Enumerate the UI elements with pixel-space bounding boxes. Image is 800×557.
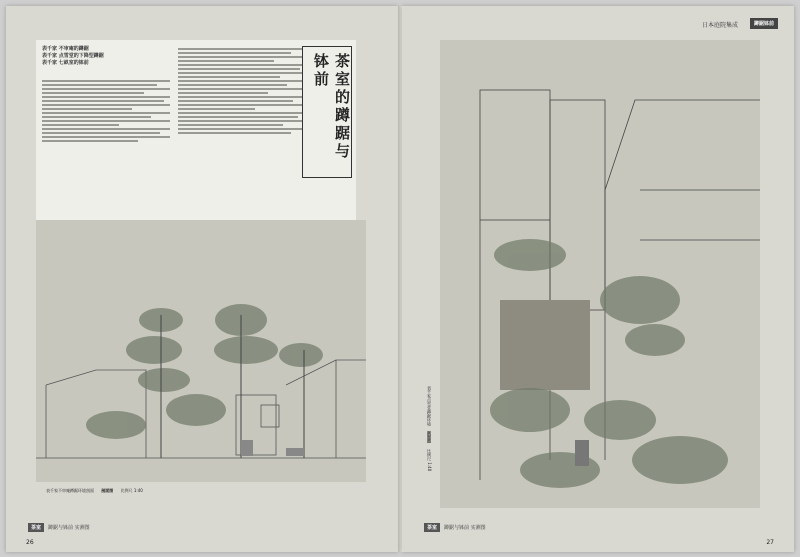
note-3: 表千家 七畝室的钵前 [42, 60, 89, 66]
scale-text: 比例尺 1:40 [427, 448, 432, 471]
note-2: 表千家 点雪堂的下降型蹲踞 [42, 53, 104, 59]
section-drawing-left [36, 220, 366, 482]
garden-section-illustration [36, 220, 366, 482]
tatami-area [500, 300, 590, 390]
footer-tag: 茶室 [424, 523, 440, 532]
drawing-caption [46, 488, 143, 494]
caption-label: 剖面图 [427, 431, 432, 444]
section-drawing-right [440, 40, 760, 508]
notes [42, 46, 104, 67]
building-section-illustration [440, 40, 760, 508]
note-1: 表千家 不审庵的蹲踞 [42, 46, 89, 52]
book-title: 日本庭院集成 [701, 22, 738, 29]
section-badge: 蹲踞钵前 [750, 18, 778, 29]
left-page [6, 6, 398, 552]
caption-text: 表千家不审庵蹲踞环境剖面 [46, 488, 94, 493]
scale-text: 比例尺 1:40 [120, 488, 143, 493]
body-column-1 [42, 78, 170, 144]
page-number-left: 26 [26, 539, 34, 546]
page-title: 茶室的蹲踞与钵前 [312, 53, 351, 161]
caption-label: 剖面图 [101, 488, 114, 493]
body-column-2 [178, 46, 306, 136]
caption-text: 表千家点雪堂蹲踞环境 [427, 386, 432, 426]
drawing-caption-right [426, 386, 432, 471]
footer-tag: 茶室 [28, 523, 44, 532]
page-number-right: 27 [766, 539, 774, 546]
footer-text: 蹲踞与钵前 实测图 [444, 525, 486, 531]
title-box [302, 46, 352, 178]
right-page [402, 6, 794, 552]
footer-text: 蹲踞与钵前 实测图 [48, 525, 90, 531]
